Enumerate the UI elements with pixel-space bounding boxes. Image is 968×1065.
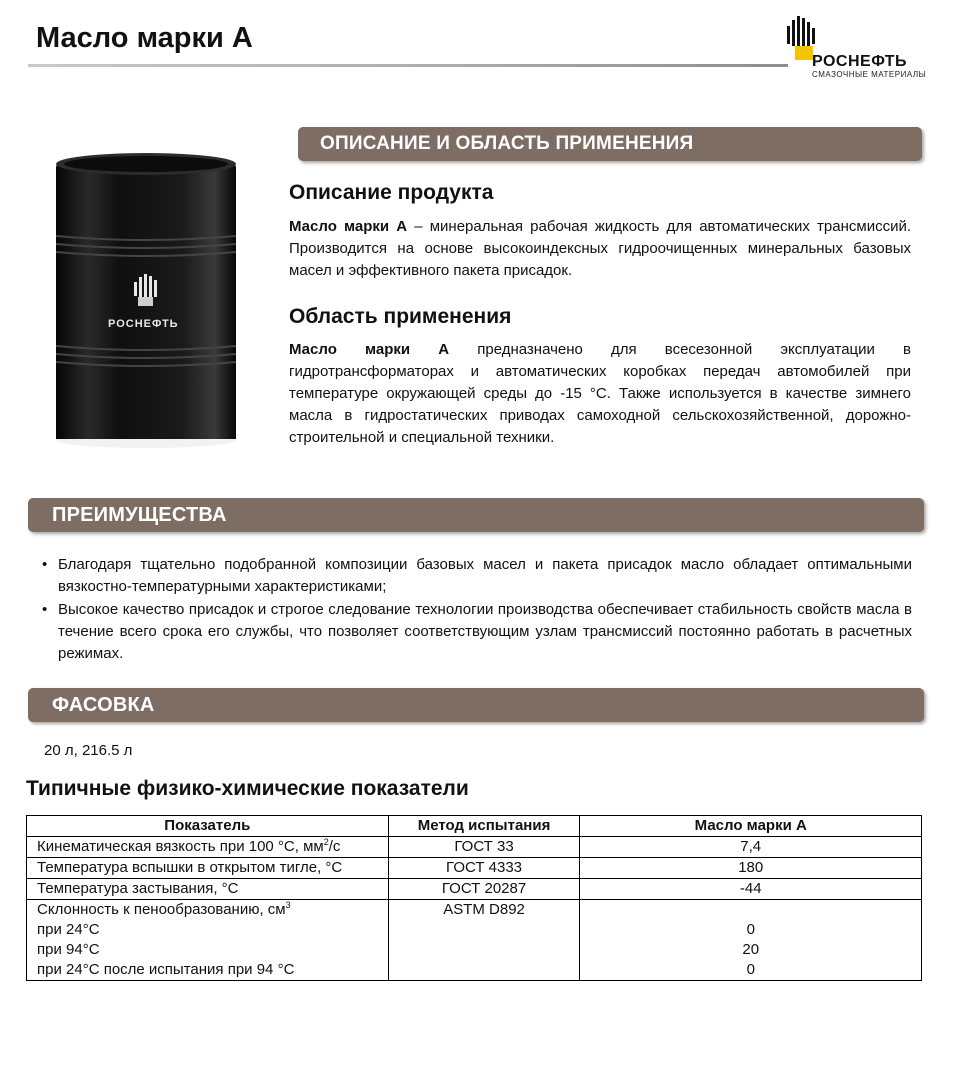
table-header-row: [27, 816, 922, 837]
product-description-heading: Описание продукта: [289, 181, 494, 204]
foam-value: 0: [746, 921, 755, 938]
advantage-item: • Высокое качество присадок и строгое следование технологии производства обеспечивает стабильность свойств масла в течение всего срока его службы, что позволяет соответствующим узлам трансмиссий постоянно работать в расчетных режимах.: [42, 599, 912, 665]
property-value: 180: [580, 858, 922, 879]
property-name: Температура застывания, °С: [27, 879, 389, 900]
product-name-bold: Масло марки А: [289, 218, 408, 235]
packaging-value: 20 л, 216.5 л: [44, 742, 133, 759]
usage-text: [289, 339, 911, 449]
test-method: ГОСТ 4333: [388, 858, 580, 879]
foam-condition: при 24°С после испытания при 94 °С: [37, 961, 295, 978]
property-name: Температура вспышки в открытом тигле, °С: [27, 858, 389, 879]
oil-barrel-image: [52, 150, 240, 450]
property-name-text: Кинематическая вязкость при 100 °С, мм: [37, 838, 324, 855]
product-description-text: [289, 216, 911, 282]
foam-name-text: Склонность к пенообразованию, см: [37, 901, 286, 918]
title-divider: [28, 64, 788, 67]
property-value: 7,4: [580, 837, 922, 858]
property-name: [27, 900, 389, 981]
property-unit-exponent: 2: [323, 837, 329, 847]
table-row-foaming: [27, 900, 922, 981]
page-title: Масло марки А: [36, 22, 253, 54]
logo-wordmark: РОСНЕФТЬ: [812, 53, 908, 70]
property-name: [27, 837, 389, 858]
properties-title: Типичные физико-химические показатели: [26, 777, 469, 800]
property-name-tail: /с: [328, 838, 341, 855]
section-banner-packaging: ФАСОВКА: [28, 688, 924, 722]
table-row: [27, 837, 922, 858]
foam-unit-exponent: 3: [285, 900, 291, 910]
usage-product-name-bold: Масло марки А: [289, 341, 450, 358]
table-row: [27, 879, 922, 900]
column-header-value: Масло марки А: [580, 816, 922, 837]
advantages-list: [42, 554, 912, 666]
foam-condition: при 94°С: [37, 941, 100, 958]
test-method: ГОСТ 20287: [388, 879, 580, 900]
foam-value: 20: [742, 941, 760, 958]
section-banner-description: ОПИСАНИЕ И ОБЛАСТЬ ПРИМЕНЕНИЯ: [298, 127, 922, 161]
section-banner-advantages: ПРЕИМУЩЕСТВА: [28, 498, 924, 532]
foam-property-title: [37, 900, 378, 920]
test-method: ГОСТ 33: [388, 837, 580, 858]
usage-heading: Область применения: [289, 305, 512, 328]
column-header-property: Показатель: [27, 816, 389, 837]
product-description-body: – минеральная рабочая жидкость для автоматических трансмиссий. Производится на основе высокоиндексных гидроочищенных минеральных базовых масел и эффективного пакета присадок.: [289, 218, 912, 279]
usage-body: предназначено для всесезонной эксплуатации в гидротрансформаторах и автоматических коробках передач автомобилей при температуре окружающей среды до -15 °С. Также используется в качестве зимнего масла в гидростатических приводах самоходной сельскохозяйственной, дорожно-строительной и специальной техники.: [289, 341, 911, 446]
column-header-method: Метод испытания: [388, 816, 580, 837]
advantage-item: • Благодаря тщательно подобранной композиции базовых масел и пакета присадок масло обладает оптимальными вязкостно-температурными характеристиками;: [42, 554, 912, 598]
test-method: ASTM D892: [388, 900, 580, 981]
properties-table: [26, 815, 922, 981]
property-value: -44: [580, 879, 922, 900]
foam-value: 0: [746, 961, 755, 978]
logo-subtitle: СМАЗОЧНЫЕ МАТЕРИАЛЫ: [812, 70, 927, 79]
foam-condition: при 24°С: [37, 921, 100, 938]
barrel-label: РОСНЕФТЬ: [108, 318, 179, 330]
property-value: [580, 900, 922, 981]
table-row: [27, 858, 922, 879]
